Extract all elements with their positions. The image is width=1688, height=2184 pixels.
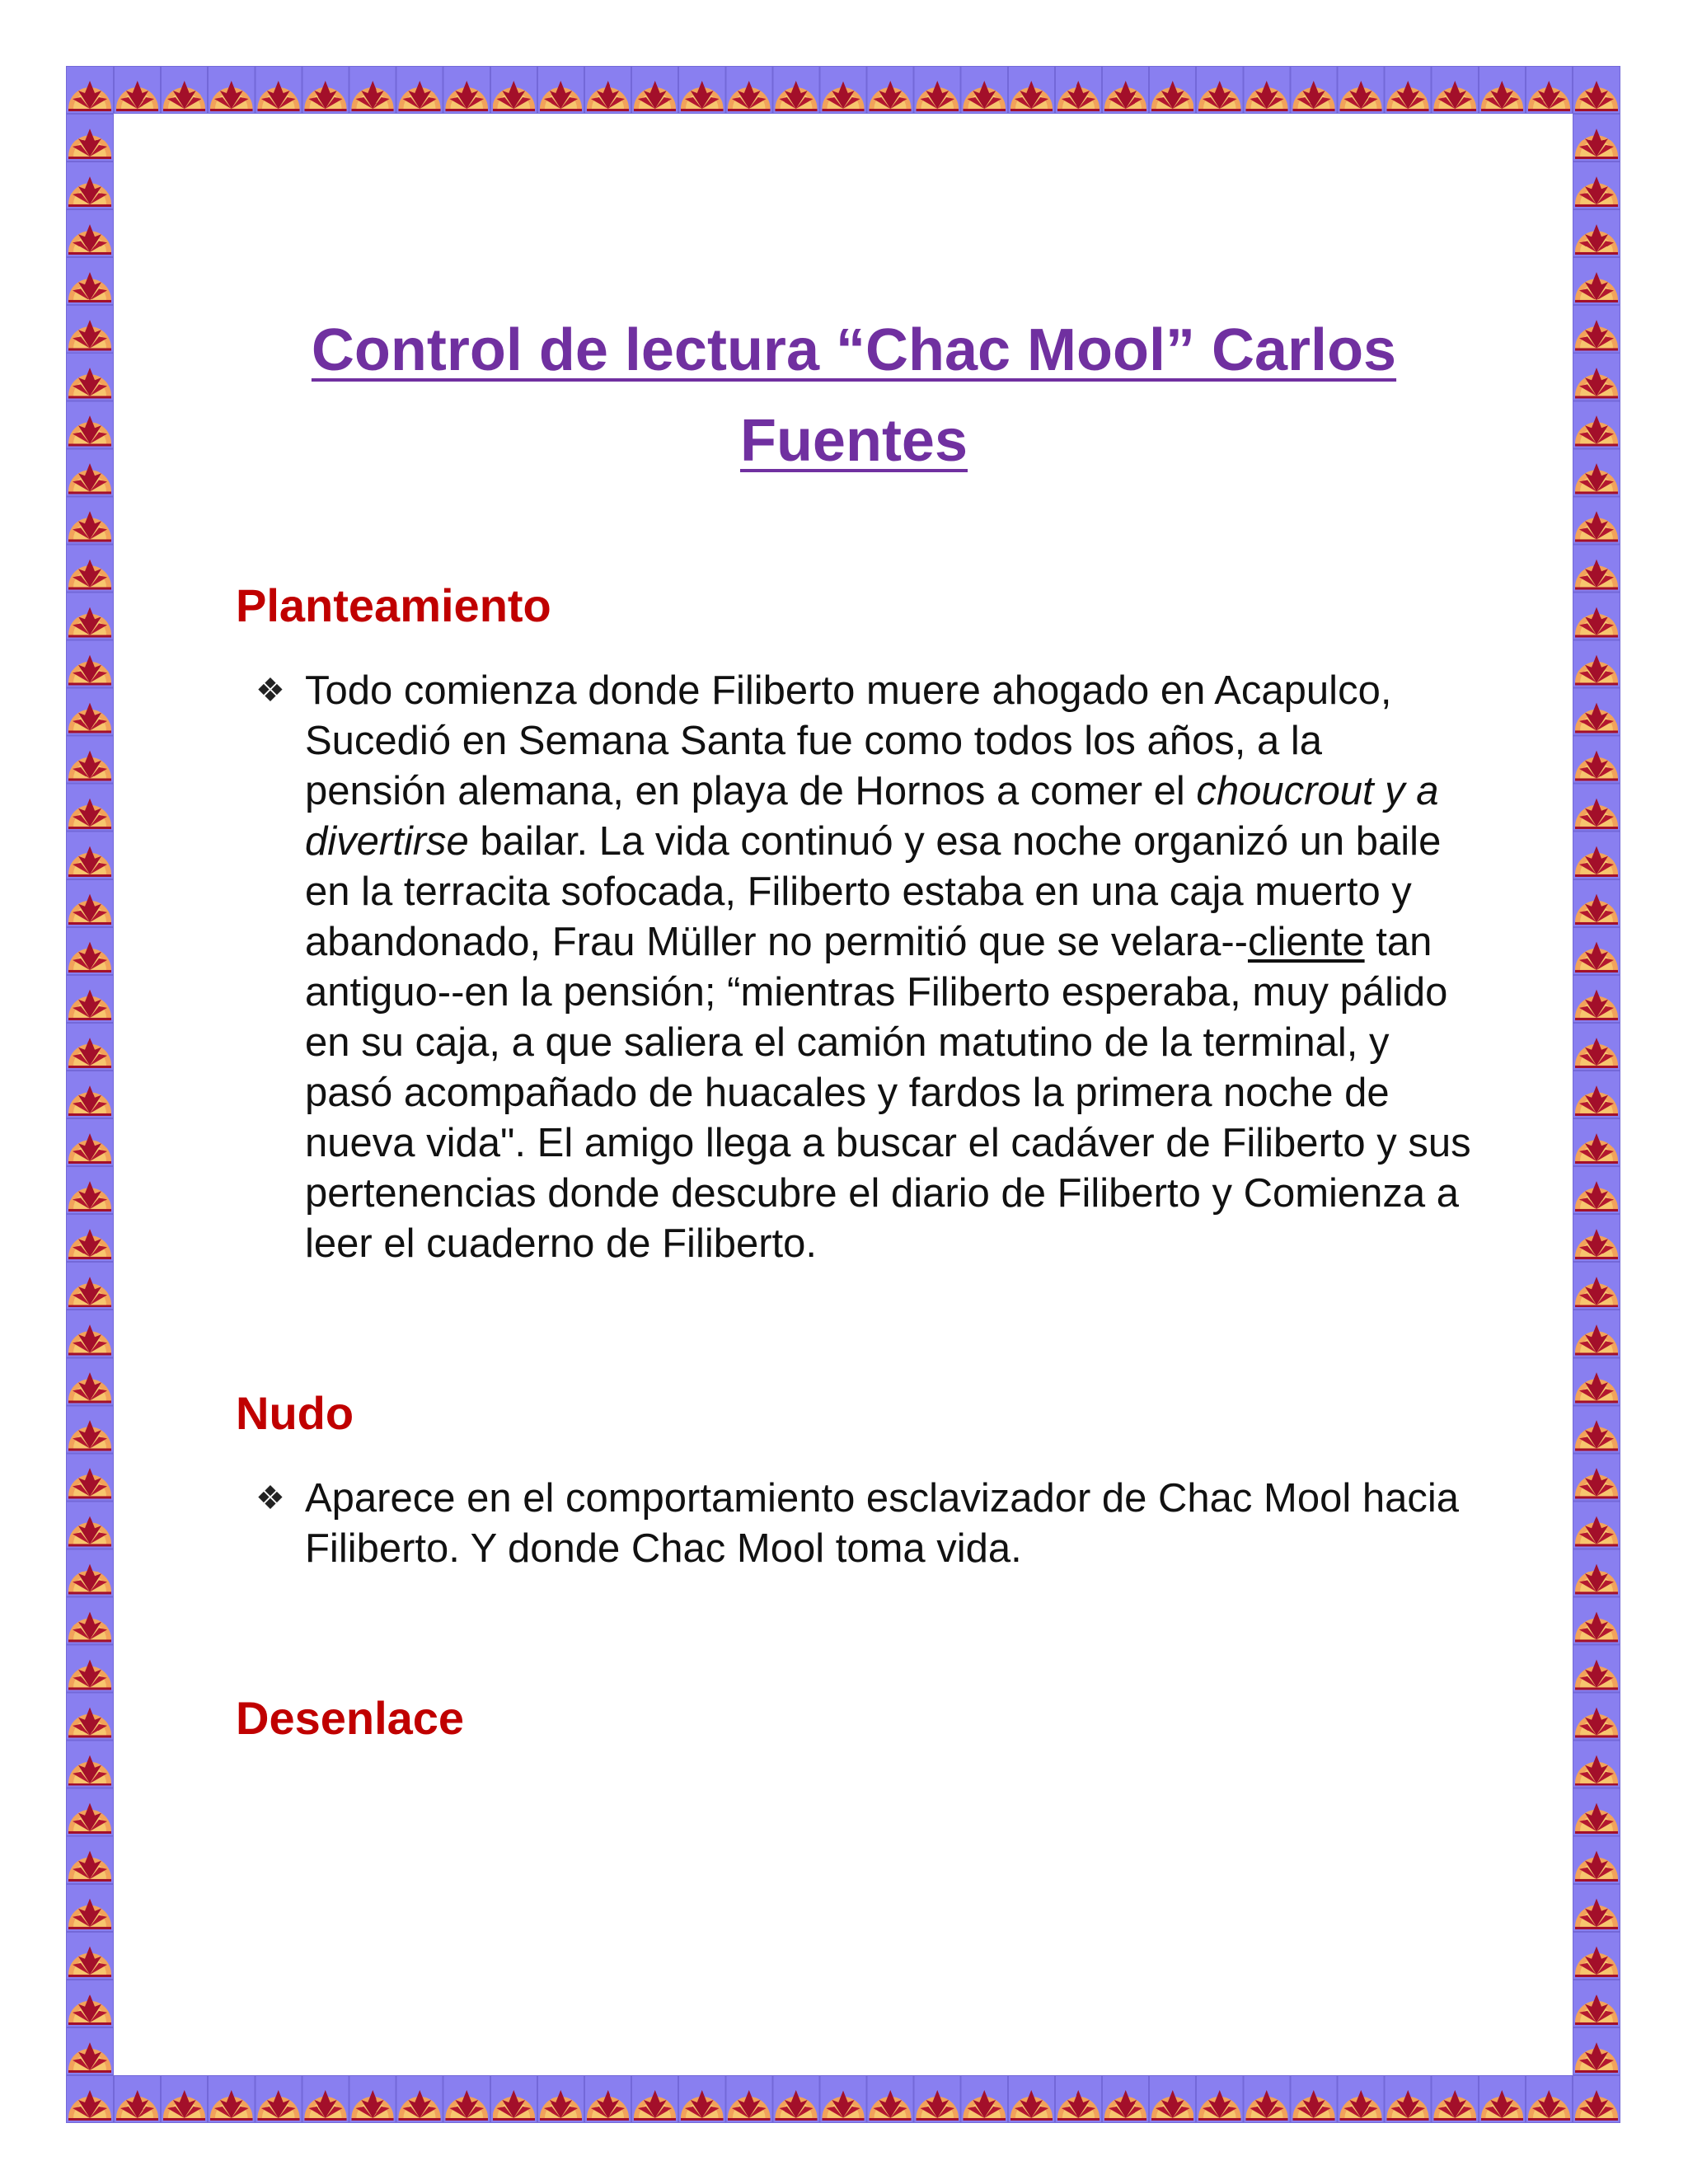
heading-nudo: Nudo <box>236 1387 354 1439</box>
planteamiento-underlined-word: cliente <box>1247 920 1365 964</box>
heading-planteamiento: Planteamiento <box>236 579 551 631</box>
planteamiento-list <box>236 666 1472 1269</box>
planteamiento-text-1: Todo comienza donde Filiberto muere ahogado en Acapulco, Sucedió en Semana Santa fue como todos los años, a la pensión alemana, en playa de Hornos a comer el <box>305 668 1392 813</box>
planteamiento-text-2: bailar. La vida continuó y esa noche organizó un baile en la terracita sofocada, Filiberto estaba en una caja muerto y abandonado, Frau Müller no permitió que se velara-- <box>305 819 1442 964</box>
diamond-bullet-icon: ❖ <box>256 673 285 709</box>
nudo-list <box>236 1474 1472 1574</box>
diamond-bullet-icon: ❖ <box>256 1480 285 1516</box>
document-title: Control de lectura “Chac Mool” Carlos Fuentes <box>311 317 1397 474</box>
nudo-text: Aparece en el comportamiento esclavizador de Chac Mool hacia Filiberto. Y donde Chac Mool toma vida. <box>305 1476 1459 1571</box>
document-body <box>236 305 1472 1747</box>
heading-desenlace: Desenlace <box>236 1692 465 1744</box>
nudo-paragraph <box>236 1474 1472 1574</box>
planteamiento-italic-text: choucrout y a divertirse <box>305 769 1439 864</box>
planteamiento-text-3: tan antiguo--en la pensión; “mientras Filiberto esperaba, muy pálido en su caja, a que saliera el camión matutino de la terminal, y pasó acompañado de huacales y fardos la primera noche de nueva vida". El amigo llega a buscar el cadáver de Filiberto y sus pertenencias donde descubre el diario de Filiberto y Comienza a leer el cuaderno de Filiberto. <box>305 920 1471 1266</box>
planteamiento-paragraph <box>236 666 1472 1269</box>
